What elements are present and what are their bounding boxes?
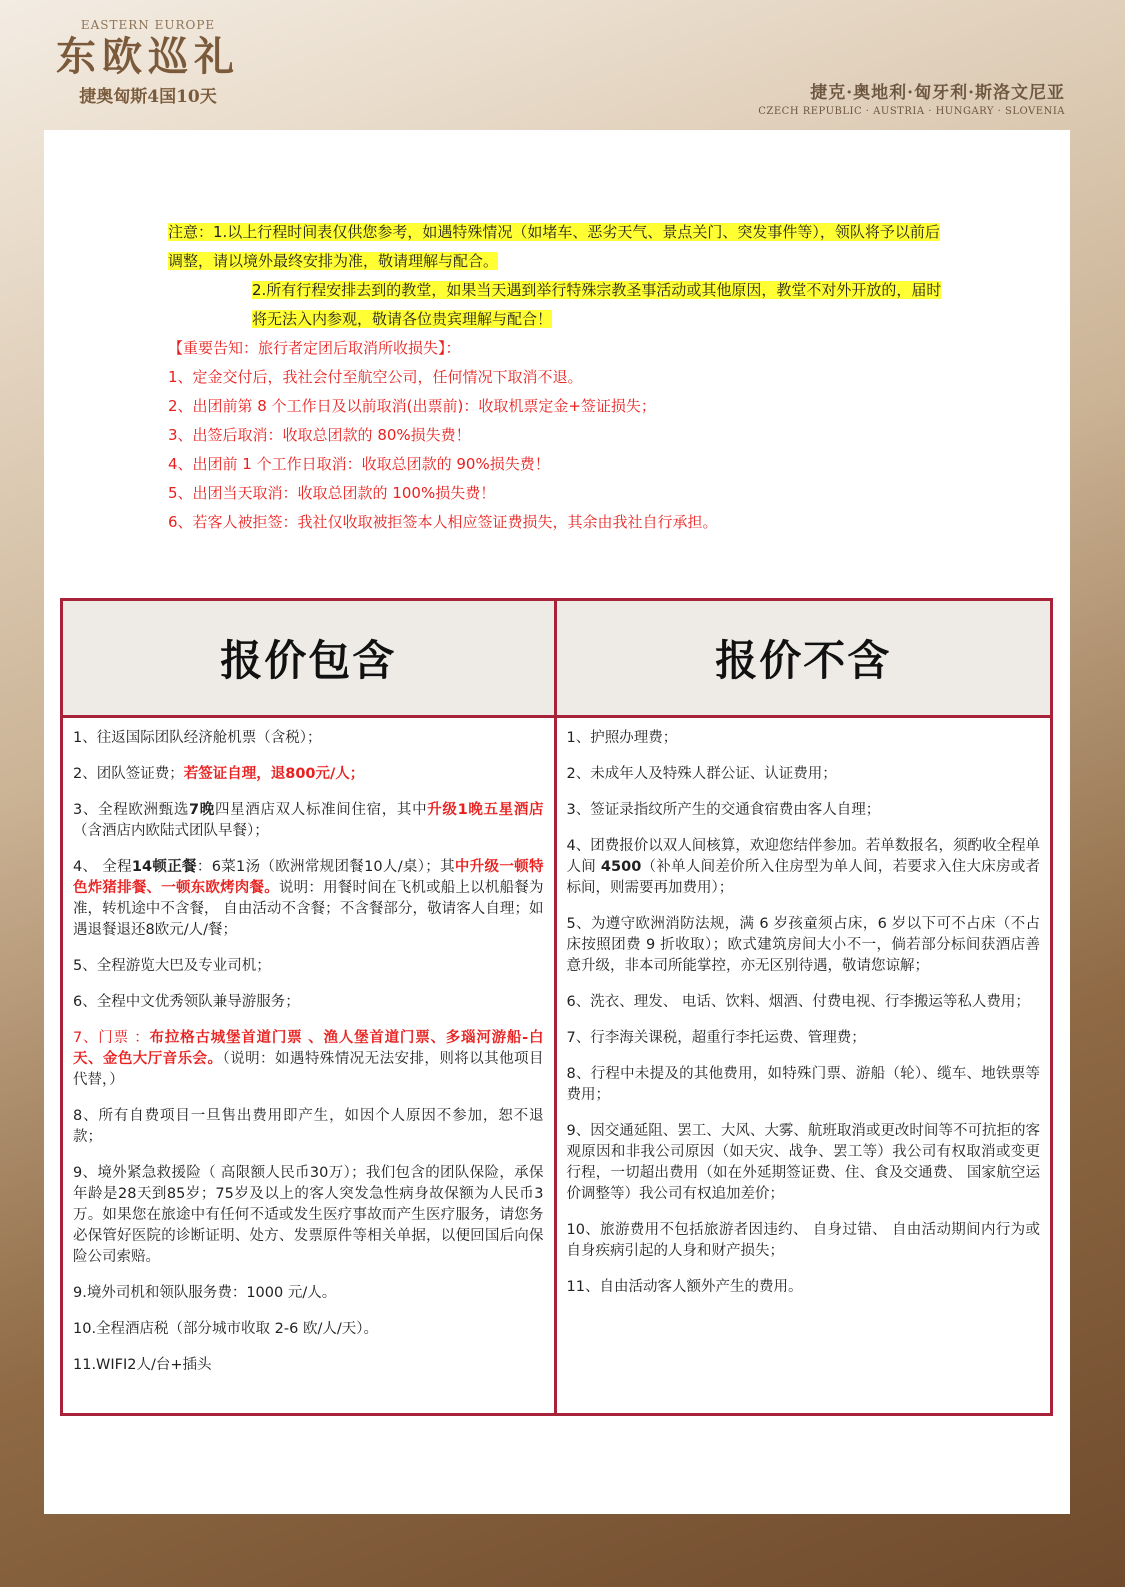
excluded-item [567, 836, 1041, 899]
included-item: 9、境外紧急救援险（ 高限额人民币30万）；我们包含的团队保险，承保年龄是28天到85岁；75岁及以上的客人突发急性病身故保额为人民币3万。如果您在旅途中有任何不适或发生医疗事故而产生医疗服务，请您务必保管好医院的诊断证明、处方、发票原件等相关单据，以便回国后向保险公司索赔。 [73, 1165, 544, 1265]
item-text: （含酒店内欧陆式团队早餐）； [73, 823, 269, 839]
item-text: 2、团队签证费； [73, 766, 184, 782]
item-text: 4、 全程 [73, 859, 132, 875]
item-text: （补单人间差价所入住房型为单人间，若要求入住大床房或者标间，则需要再加费用）； [566, 859, 1041, 896]
excluded-item: 8、行程中未提及的其他费用，如特殊门票、游船（轮）、缆车、地铁票等费用； [566, 1066, 1040, 1103]
countries-banner [758, 78, 1065, 117]
cancel-policy-item: 5、出团当天取消：收取总团款的 100%损失费！ [168, 484, 496, 502]
item-text: 3、全程欧洲甄选 [73, 802, 190, 818]
included-list [63, 718, 554, 1391]
item-text: 说明：用餐时间在飞机或船上以机船餐为准，转机途中不含餐， 自由活动不含餐；不含餐部分，敬请客人自理；如遇退餐退还8欧元/人/餐； [73, 880, 544, 938]
brand-en: EASTERN EUROPE [80, 18, 216, 32]
item-bold: 4500 [600, 859, 642, 875]
cancel-policy-item: 6、若客人被拒签：我社仅收取被拒签本人相应签证费损失，其余由我社自行承担。 [168, 513, 718, 531]
countries-en: CZECH REPUBLIC · AUSTRIA · HUNGARY · SLOVENIA [758, 106, 1065, 117]
excluded-item: 7、行李海关课税，超重行李托运费、管理费； [566, 1030, 866, 1046]
included-item: 9.境外司机和领队服务费：1000 元/人。 [73, 1285, 337, 1301]
included-item [73, 857, 544, 941]
excluded-item: 3、签证录指纹所产生的交通食宿费由客人自理； [566, 802, 881, 818]
item-text: 4、团费报价以双人间核算，欢迎您结伴参加。若单数报名，须酌收全程单人间 [566, 838, 1040, 875]
excluded-item: 2、未成年人及特殊人群公证、认证费用； [566, 766, 837, 782]
excluded-column [557, 601, 1051, 1413]
item-bold: 14顿正餐 [131, 859, 197, 875]
cancel-policy-item: 1、定金交付后，我社会付至航空公司，任何情况下取消不退。 [168, 368, 583, 386]
included-item [73, 1028, 544, 1091]
cancel-policy-item: 3、出签后取消：收取总团款的 80%损失费！ [168, 426, 471, 444]
included-item [73, 764, 544, 785]
brand-subtitle: 捷奥匈斯4国10天 [79, 87, 217, 107]
item-highlight: 升级1晚五星酒店 [427, 802, 544, 818]
included-column [63, 601, 557, 1413]
item-highlight: 若签证自理，退800元/人； [183, 766, 365, 782]
brand-title: 东欧巡礼 [56, 33, 240, 80]
included-item: 6、全程中文优秀领队兼导游服务； [73, 994, 300, 1010]
item-highlight: 中升级一顿特色炸猪排餐、一顿东欧烤肉餐。 [73, 859, 544, 896]
excluded-item: 5、为遵守欧洲消防法规，满 6 岁孩童须占床，6 岁以下可不占床（不占床按照团费 9 折收取）；欧式建筑房间大小不一，倘若部分标间获酒店善意升级，非本司所能掌控，亦无区别待遇，敬请您谅解； [566, 916, 1040, 974]
included-item: 11.WIFI2人/台+插头 [73, 1357, 212, 1373]
excluded-list [557, 718, 1051, 1313]
excluded-item: 6、洗衣、理发、 电话、饮料、烟酒、付费电视、行李搬运等私人费用； [566, 994, 1030, 1010]
item-text: ：6菜1汤（欧洲常规团餐10人/桌）；其 [196, 859, 455, 875]
included-item: 5、全程游览大巴及专业司机； [73, 958, 271, 974]
cancel-policy-item: 2、出团前第 8 个工作日及以前取消(出票前)：收取机票定金+签证损失； [168, 397, 656, 415]
cancel-policy-title: 【重要告知：旅行者定团后取消所收损失】： [168, 339, 461, 357]
item-bold: 7晚 [189, 802, 215, 818]
included-item [73, 800, 544, 842]
item-highlight: 布拉格古城堡首道门票 、渔人堡首道门票、多瑙河游船-白天、金色大厅音乐会。 [73, 1030, 544, 1067]
item-text: 四星酒店双人标准间住宿，其中 [214, 802, 428, 818]
item-text: （说明：如遇特殊情况无法安排，则将以其他项目代替，） [73, 1051, 544, 1088]
included-item: 8、所有自费项目一旦售出费用即产生，如因个人原因不参加，恕不退款； [73, 1108, 544, 1145]
included-header: 报价包含 [63, 601, 554, 718]
brand-logo [48, 18, 248, 107]
notice-text-1: 注意：1.以上行程时间表仅供您参考，如遇特殊情况（如堵车、恶劣天气、景点关门、突发事件等），领队将予以前后调整，请以境外最终安排为准，敬请理解与配合。 [168, 223, 940, 270]
content-sheet [44, 130, 1070, 1514]
notice-section [168, 218, 948, 537]
excluded-item: 10、旅游费用不包括旅游者因违约、 自身过错、 自由活动期间内行为或自身疾病引起的人身和财产损失； [566, 1222, 1040, 1259]
notice-line-2 [168, 276, 948, 334]
price-table [60, 598, 1053, 1416]
item-text: 7、门票 ： [73, 1030, 150, 1046]
excluded-item: 9、因交通延阻、罢工、大风、大雾、航班取消或更改时间等不可抗拒的客观原因和非我公司原因（如天灾、战争、罢工等）我公司有权取消或变更行程，一切超出费用（如在外延期签证费、住、食及交通费、 国家航空运价调整等）我公司有权追加差价； [566, 1123, 1040, 1202]
notice-line-1 [168, 218, 948, 276]
included-item: 1、往返国际团队经济舱机票（含税）； [73, 730, 322, 746]
excluded-header: 报价不含 [557, 601, 1051, 718]
included-item: 10.全程酒店税（部分城市收取 2-6 欧/人/天）。 [73, 1321, 378, 1337]
countries-cn: 捷克·奥地利·匈牙利·斯洛文尼亚 [810, 83, 1065, 103]
notice-text-2: 2.所有行程安排去到的教堂，如果当天遇到举行特殊宗教圣事活动或其他原因，教堂不对外开放的，届时将无法入内参观，敬请各位贵宾理解与配合！ [252, 281, 942, 328]
excluded-item: 11、自由活动客人额外产生的费用。 [566, 1279, 803, 1295]
excluded-item: 1、护照办理费； [566, 730, 678, 746]
cancel-policy-item: 4、出团前 1 个工作日取消：收取总团款的 90%损失费！ [168, 455, 550, 473]
